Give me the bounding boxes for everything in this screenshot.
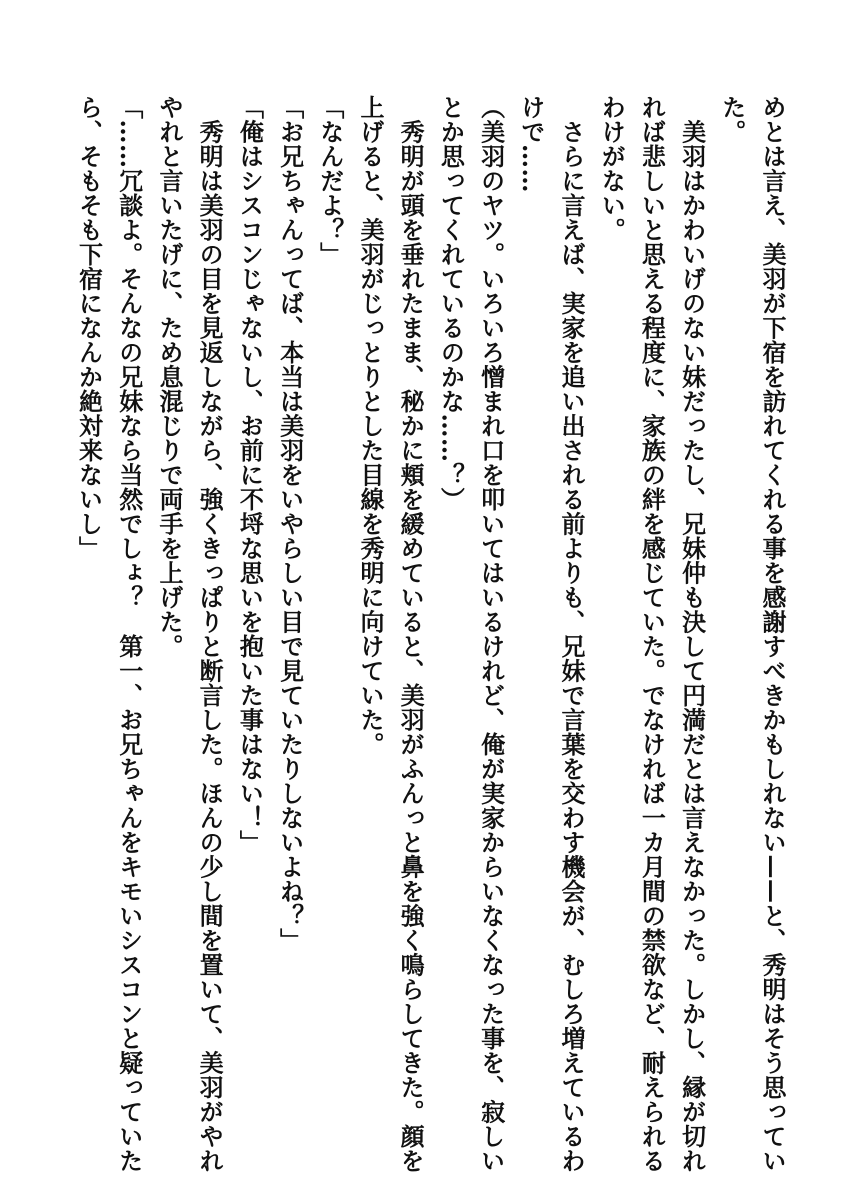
vertical-text-block: [68, 95, 792, 1173]
text-line-6: さらに言えば、実家を追い出される前よりも、兄妹で言葉を交わす機会が、むしろ増えているわ: [556, 95, 586, 1173]
text-line-7: けで……: [516, 95, 546, 193]
text-line-13: 「お兄ちゃんってば、本当は美羽をいやらしい目で見ていたりしないよね？」: [275, 95, 305, 953]
text-line-3: 美羽はかわいげのない妹だったし、兄妹仲も決して円満だとは言えなかった。しかし、縁が切れ: [677, 95, 707, 1173]
text-line-17: 「……冗談よ。そんなの兄妹なら当然でしょ？ 第一、お兄ちゃんをキモいシスコンと疑っていた: [114, 95, 144, 1173]
text-line-9: とか思ってくれているのかな……？）: [436, 95, 466, 512]
text-line-5: わけがない。: [597, 95, 627, 242]
text-line-11: 上げると、美羽がじっとりとした目線を秀明に向けていた。: [355, 95, 385, 757]
text-line-10: 秀明が頭を垂れたまま、秘かに頬を緩めていると、美羽がふんっと鼻を強く鳴らしてきた。顔を: [396, 95, 426, 1173]
text-line-16: やれと言いたげに、ため息混じりで両手を上げた。: [154, 95, 184, 659]
text-line-15: 秀明は美羽の目を見返しながら、強くきっぱりと断言した。ほんの少し間を置いて、美羽がやれ: [195, 95, 225, 1173]
text-line-1: めとは言え、美羽が下宿を訪れてくれる事を感謝すべきかもしれない——と、秀明はそう思ってい: [758, 95, 787, 1173]
text-line-2: た。: [717, 95, 747, 144]
text-line-12: 「なんだよ？」: [315, 95, 345, 267]
text-line-8: （美羽のヤツ。いろいろ憎まれ口を叩いてはいるけれど、俺が実家からいなくなった事を、寂しい: [476, 95, 506, 1173]
text-line-18: ら、そもそも下宿になんか絶対来ないし」: [74, 95, 104, 561]
text-line-4: れば悲しいと思える程度に、家族の絆を感じていた。でなければ一カ月間の禁欲など、耐えられる: [637, 95, 667, 1173]
text-line-14: 「俺はシスコンじゃないし、お前に不埒な思いを抱いた事はない！」: [235, 95, 265, 855]
